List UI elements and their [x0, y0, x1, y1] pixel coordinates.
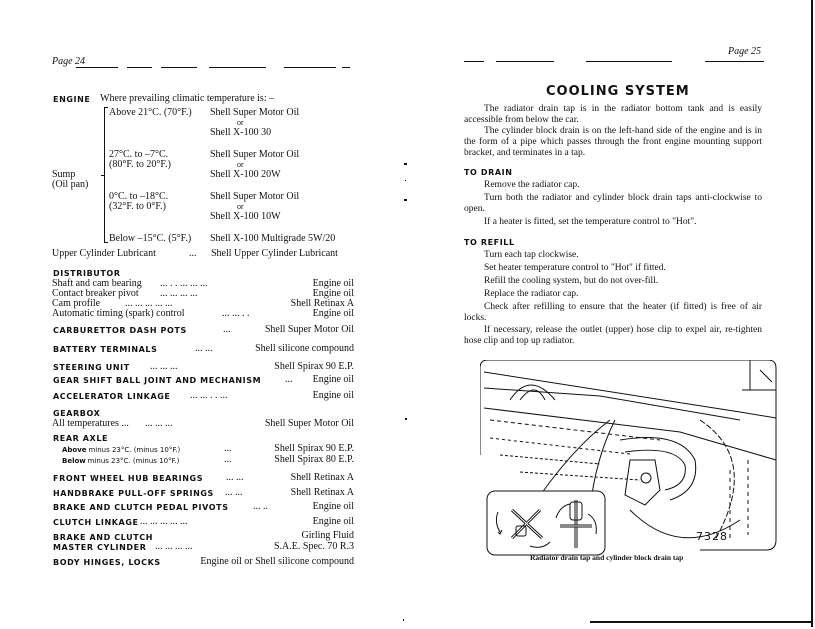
refill-step: Refill the cooling system, but do not over-fill. — [484, 276, 659, 286]
temp-range: (32°F. to 0°F.) — [109, 201, 166, 212]
distributor-value: Engine oil — [312, 288, 354, 299]
battery-value: Shell silicone compound — [255, 343, 354, 354]
handbrake-heading: HANDBRAKE PULL-OFF SPRINGS — [53, 489, 214, 498]
header-rule — [464, 61, 484, 62]
or-label: or — [237, 202, 244, 211]
battery-heading: BATTERY TERMINALS — [53, 345, 158, 354]
master-cylinder-heading: BRAKE AND CLUTCH — [53, 533, 154, 542]
distributor-item: Contact breaker pivot — [52, 288, 139, 299]
temp-range: Below –15°C. (5°F.) — [109, 233, 192, 244]
figure-number: 7328 — [696, 530, 728, 543]
refill-step: Replace the radiator cap. — [484, 289, 579, 299]
header-rule — [496, 61, 554, 62]
page-number-left: Page 24 — [52, 56, 86, 67]
leader-dots: ... ... — [195, 343, 213, 354]
hose — [625, 450, 685, 490]
chassis-line — [484, 372, 776, 418]
page-edge — [811, 0, 813, 627]
header-rule — [127, 67, 152, 68]
header-rule — [342, 67, 350, 68]
figure-caption: Radiator drain tap and cylinder block drain tap — [530, 553, 684, 562]
drain-step: Remove the radiator cap. — [484, 180, 580, 190]
master-cylinder-value: S.A.E. Spec. 70 R.3 — [274, 541, 354, 552]
engine-intro: Where prevailing climatic temperature is: – — [100, 93, 275, 104]
distributor-value: Engine oil — [312, 278, 354, 289]
page-number-right: Page 25 — [728, 46, 762, 57]
engine-heading: ENGINE — [53, 95, 91, 104]
wheel-arc — [700, 420, 734, 540]
gearbox-label: All temperatures ... — [52, 418, 129, 429]
front-hub-heading: FRONT WHEEL HUB BEARINGS — [53, 474, 204, 483]
tap-inset — [486, 490, 606, 558]
pedal-pivots-value: Engine oil — [312, 501, 354, 512]
temp-range: Above 21°C. (70°F.) — [109, 107, 192, 118]
intro-paragraph: The cylinder block drain is on the left-hand side of the engine and is in the form of a pipe which passes through the front engine mounting support bracket, and terminates in a tap. — [464, 126, 762, 158]
oil-value: Shell X-100 Multigrade 5W/20 — [210, 233, 336, 244]
sump-brace — [104, 107, 105, 243]
chassis-line — [490, 438, 630, 454]
chassis-line — [484, 408, 776, 460]
leader-dots: ... ... ... ... — [160, 288, 198, 299]
leader-dots: ... ... . . — [222, 308, 250, 319]
leader-dots: ... ... ... ... ... — [125, 298, 173, 309]
body-hinges-value: Engine oil or Shell silicone compound — [200, 556, 354, 567]
header-rule — [284, 67, 336, 68]
chassis-line — [484, 388, 740, 420]
front-hub-value: Shell Retinax A — [290, 472, 354, 483]
distributor-item: Automatic timing (spark) control — [52, 308, 185, 319]
leader-dots: ... — [285, 374, 293, 385]
scan-mark — [405, 180, 406, 181]
distributor-heading: DISTRIBUTOR — [53, 269, 121, 278]
temp-range: (80°F. to 20°F.) — [109, 159, 171, 170]
page-edge — [590, 621, 813, 623]
temp-range: 0°C. to –18°C. — [109, 191, 169, 202]
rear-axle-temp: minus 23°C. (minus 10°F.) — [88, 446, 181, 454]
leader-dots: ... . . ... ... ... — [160, 278, 208, 289]
leader-dots: ... — [224, 454, 232, 465]
carburettor-value: Shell Super Motor Oil — [264, 324, 354, 335]
rear-axle-row — [62, 455, 179, 467]
to-drain-heading: TO DRAIN — [464, 168, 513, 177]
leader-dots: ... ... — [226, 472, 244, 483]
leader-dots: ... — [189, 248, 197, 259]
header-rule — [586, 61, 672, 62]
scan-mark — [404, 163, 407, 165]
upper-cylinder-value: Shell Upper Cylinder Lubricant — [211, 248, 338, 259]
leader-dots: ... — [224, 443, 232, 454]
upper-cylinder-label: Upper Cylinder Lubricant — [52, 248, 156, 259]
section-title: COOLING SYSTEM — [546, 84, 690, 99]
scan-mark — [403, 619, 404, 621]
to-refill-heading: TO REFILL — [464, 238, 515, 247]
handbrake-value: Shell Retinax A — [290, 487, 354, 498]
accelerator-value: Engine oil — [312, 390, 354, 401]
or-label: or — [237, 160, 244, 169]
body-hinges-heading: BODY HINGES, LOCKS — [53, 558, 161, 567]
right-edge-detail — [742, 360, 776, 390]
sump-label-sub: (Oil pan) — [52, 179, 89, 190]
steering-heading: STEERING UNIT — [53, 363, 130, 372]
leader-dots: ... ... ... — [145, 418, 173, 429]
intro-paragraph: The radiator drain tap is in the radiator bottom tank and is easily accessible from below the car. — [464, 104, 762, 125]
oil-value: Shell Super Motor Oil — [210, 149, 300, 160]
drain-tap — [641, 473, 651, 483]
leader-dots: ... ... ... — [150, 361, 178, 372]
rear-axle-condition: Above — [62, 446, 87, 454]
oil-value: Shell Super Motor Oil — [210, 107, 300, 118]
master-cylinder-value: Girling Fluid — [301, 530, 354, 541]
rear-axle-temp: minus 23°C. (minus 10°F.) — [87, 457, 180, 465]
brace-tick — [104, 242, 108, 243]
drain-step: Turn both the radiator and cylinder block drain taps anti-clockwise to open. — [464, 193, 762, 214]
distributor-item: Cam profile — [52, 298, 101, 309]
oil-value: Shell X-100 10W — [210, 211, 281, 222]
brace-point — [101, 175, 104, 176]
distributor-value: Shell Retinax A — [290, 298, 354, 309]
leader-dots: ... ... — [225, 487, 243, 498]
clutch-linkage-value: Engine oil — [312, 516, 354, 527]
or-label: or — [237, 118, 244, 127]
accelerator-heading: ACCELERATOR LINKAGE — [53, 392, 171, 401]
gear-shift-value: Engine oil — [312, 374, 354, 385]
gearbox-value: Shell Super Motor Oil — [264, 418, 354, 429]
header-rule — [705, 61, 764, 62]
leader-dots: ... ... ... ... ... — [140, 516, 188, 527]
distributor-item: Shaft and cam bearing — [52, 278, 142, 289]
header-rule — [161, 67, 197, 68]
refill-step: Turn each tap clockwise. — [484, 250, 579, 260]
drain-step: If a heater is fitted, set the temperature control to "Hot". — [484, 217, 697, 227]
refill-step: Check after refilling to ensure that the heater (if fitted) is free of air locks. — [464, 302, 762, 323]
hose — [620, 438, 696, 501]
scan-mark — [404, 199, 407, 201]
gear-shift-heading: GEAR SHIFT BALL JOINT AND MECHANISM — [53, 376, 262, 385]
scan-mark — [405, 418, 407, 420]
sump-label: Sump — [52, 169, 76, 180]
rear-axle-condition: Below — [62, 457, 86, 465]
pedal-pivots-heading: BRAKE AND CLUTCH PEDAL PIVOTS — [53, 503, 229, 512]
carburettor-heading: CARBURETTOR DASH POTS — [53, 326, 187, 335]
chassis-line — [500, 455, 600, 464]
steering-value: Shell Spirax 90 E.P. — [274, 361, 354, 372]
oil-value: Shell X-100 20W — [210, 169, 281, 180]
header-rule — [209, 67, 266, 68]
header-rule — [76, 67, 118, 68]
rear-axle-value: Shell Spirax 90 E.P. — [274, 443, 354, 454]
rear-axle-heading: REAR AXLE — [53, 434, 109, 443]
oil-value: Shell X-100 30 — [210, 127, 272, 138]
chassis-line — [490, 420, 660, 440]
rear-axle-value: Shell Spirax 80 E.P. — [274, 454, 354, 465]
distributor-value: Engine oil — [312, 308, 354, 319]
oil-value: Shell Super Motor Oil — [210, 191, 300, 202]
brace-tick — [104, 107, 108, 108]
gearbox-heading: GEARBOX — [53, 409, 101, 418]
fan-arc — [510, 385, 555, 400]
leader-dots: ... .. — [253, 501, 268, 512]
leader-dots: ... ... ... ... — [155, 541, 193, 552]
refill-step: Set heater temperature control to "Hot" if fitted. — [484, 263, 666, 273]
clutch-linkage-heading: CLUTCH LINKAGE — [53, 518, 139, 527]
refill-step: If necessary, release the outlet (upper) hose clip to expel air, re-tighten hose clip and top up radiator. — [464, 325, 762, 346]
master-cylinder-heading: MASTER CYLINDER — [53, 543, 147, 552]
leader-dots: ... ... . . ... — [190, 390, 228, 401]
leader-dots: ... — [223, 324, 231, 335]
chassis-line — [520, 472, 640, 480]
temp-range: 27°C. to –7°C. — [109, 149, 169, 160]
engine-block — [625, 460, 660, 505]
